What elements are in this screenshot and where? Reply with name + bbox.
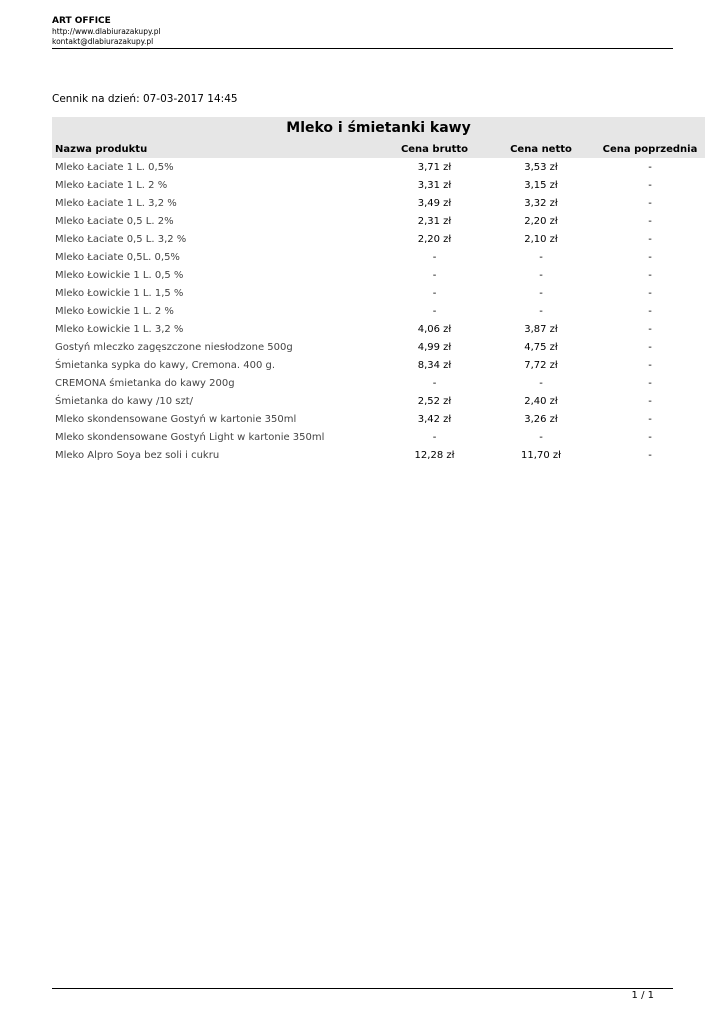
product-name: Mleko Łowickie 1 L. 0,5 % xyxy=(55,269,184,281)
net-price: - xyxy=(539,305,543,317)
net-price: - xyxy=(539,287,543,299)
gross-price: 4,99 zł xyxy=(417,341,452,353)
product-name: Mleko Łaciate 0,5 L. 3,2 % xyxy=(55,233,187,245)
product-name: Mleko Łaciate 0,5L. 0,5% xyxy=(55,251,180,263)
table-row xyxy=(52,374,705,392)
previous-price: - xyxy=(648,305,652,317)
gross-price: 12,28 zł xyxy=(414,449,455,461)
previous-price: - xyxy=(648,323,652,335)
net-price: 3,53 zł xyxy=(524,161,558,173)
table-row xyxy=(52,212,705,230)
table-row xyxy=(52,266,705,284)
net-price: - xyxy=(539,377,543,389)
previous-price: - xyxy=(648,197,652,209)
table-row xyxy=(52,248,705,266)
product-name: Mleko Łowickie 1 L. 1,5 % xyxy=(55,287,184,299)
net-price: 7,72 zł xyxy=(524,359,558,371)
column-header-gross: Cena brutto xyxy=(382,140,487,158)
gross-price: 2,52 zł xyxy=(417,395,452,407)
previous-price: - xyxy=(648,431,652,443)
net-price: - xyxy=(539,251,543,263)
previous-price: - xyxy=(648,413,652,425)
price-table-section xyxy=(52,117,705,464)
page-number: 1 / 1 xyxy=(631,990,654,1001)
table-row xyxy=(52,428,705,446)
gross-price: 3,42 zł xyxy=(417,413,452,425)
company-name: ART OFFICE xyxy=(52,16,111,26)
net-price: 4,75 zł xyxy=(524,341,558,353)
table-row xyxy=(52,284,705,302)
net-price: 3,26 zł xyxy=(524,413,558,425)
footer-divider xyxy=(52,988,673,989)
previous-price: - xyxy=(648,269,652,281)
net-price: - xyxy=(539,269,543,281)
product-name: Mleko Łowickie 1 L. 2 % xyxy=(55,305,174,317)
table-row xyxy=(52,338,705,356)
gross-price: 2,20 zł xyxy=(417,233,452,245)
company-url: http://www.dlabiurazakupy.pl xyxy=(52,27,161,36)
table-row xyxy=(52,446,705,464)
net-price: 3,15 zł xyxy=(524,179,558,191)
product-name: Mleko Łaciate 0,5 L. 2% xyxy=(55,215,174,227)
column-header-net: Cena netto xyxy=(487,140,595,158)
gross-price: - xyxy=(432,251,437,263)
previous-price: - xyxy=(648,233,652,245)
previous-price: - xyxy=(648,179,652,191)
price-list-date: Cennik na dzień: 07-03-2017 14:45 xyxy=(52,93,238,105)
table-row xyxy=(52,320,705,338)
previous-price: - xyxy=(648,287,652,299)
net-price: 2,20 zł xyxy=(524,215,558,227)
previous-price: - xyxy=(648,251,652,263)
previous-price: - xyxy=(648,377,652,389)
table-row xyxy=(52,158,705,176)
product-name: Mleko Łowickie 1 L. 3,2 % xyxy=(55,323,184,335)
product-name: Mleko Łaciate 1 L. 0,5% xyxy=(55,161,174,173)
net-price: 3,87 zł xyxy=(524,323,558,335)
product-name: Mleko Łaciate 1 L. 3,2 % xyxy=(55,197,177,209)
table-header-row xyxy=(52,140,705,158)
company-email: kontakt@dlabiurazakupy.pl xyxy=(52,37,154,46)
previous-price: - xyxy=(648,161,652,173)
product-name: Mleko Alpro Soya bez soli i cukru xyxy=(55,449,220,461)
table-row xyxy=(52,230,705,248)
table-row xyxy=(52,392,705,410)
gross-price: - xyxy=(432,431,437,443)
gross-price: 4,06 zł xyxy=(417,323,452,335)
table-row xyxy=(52,194,705,212)
table-row xyxy=(52,302,705,320)
table-row xyxy=(52,176,705,194)
column-header-previous: Cena poprzednia xyxy=(595,140,705,158)
column-header-name: Nazwa produktu xyxy=(52,140,382,158)
document-header xyxy=(52,16,673,47)
product-name: Mleko skondensowane Gostyń Light w kartonie 350ml xyxy=(55,431,325,443)
gross-price: - xyxy=(432,377,437,389)
previous-price: - xyxy=(648,341,652,353)
product-name: Śmietanka sypka do kawy, Cremona. 400 g. xyxy=(55,359,276,371)
gross-price: - xyxy=(432,305,437,317)
price-table xyxy=(52,140,705,464)
previous-price: - xyxy=(648,395,652,407)
table-title: Mleko i śmietanki kawy xyxy=(52,117,705,140)
gross-price: - xyxy=(432,287,437,299)
net-price: 2,10 zł xyxy=(524,233,558,245)
previous-price: - xyxy=(648,215,652,227)
product-name: Mleko skondensowane Gostyń w kartonie 350ml xyxy=(55,413,297,425)
gross-price: 3,71 zł xyxy=(417,161,452,173)
product-name: Gostyń mleczko zagęszczone niesłodzone 500g xyxy=(55,341,293,353)
net-price: 11,70 zł xyxy=(521,449,561,461)
gross-price: 3,31 zł xyxy=(417,179,452,191)
product-name: CREMONA śmietanka do kawy 200g xyxy=(55,377,235,389)
gross-price: 3,49 zł xyxy=(417,197,452,209)
gross-price: 2,31 zł xyxy=(417,215,452,227)
product-name: Śmietanka do kawy /10 szt/ xyxy=(55,395,194,407)
net-price: 3,32 zł xyxy=(524,197,558,209)
gross-price: 8,34 zł xyxy=(417,359,452,371)
gross-price: - xyxy=(432,269,437,281)
header-divider xyxy=(52,48,673,49)
net-price: 2,40 zł xyxy=(524,395,558,407)
net-price: - xyxy=(539,431,543,443)
previous-price: - xyxy=(648,359,652,371)
product-name: Mleko Łaciate 1 L. 2 % xyxy=(55,179,168,191)
table-row xyxy=(52,356,705,374)
previous-price: - xyxy=(648,449,652,461)
table-row xyxy=(52,410,705,428)
